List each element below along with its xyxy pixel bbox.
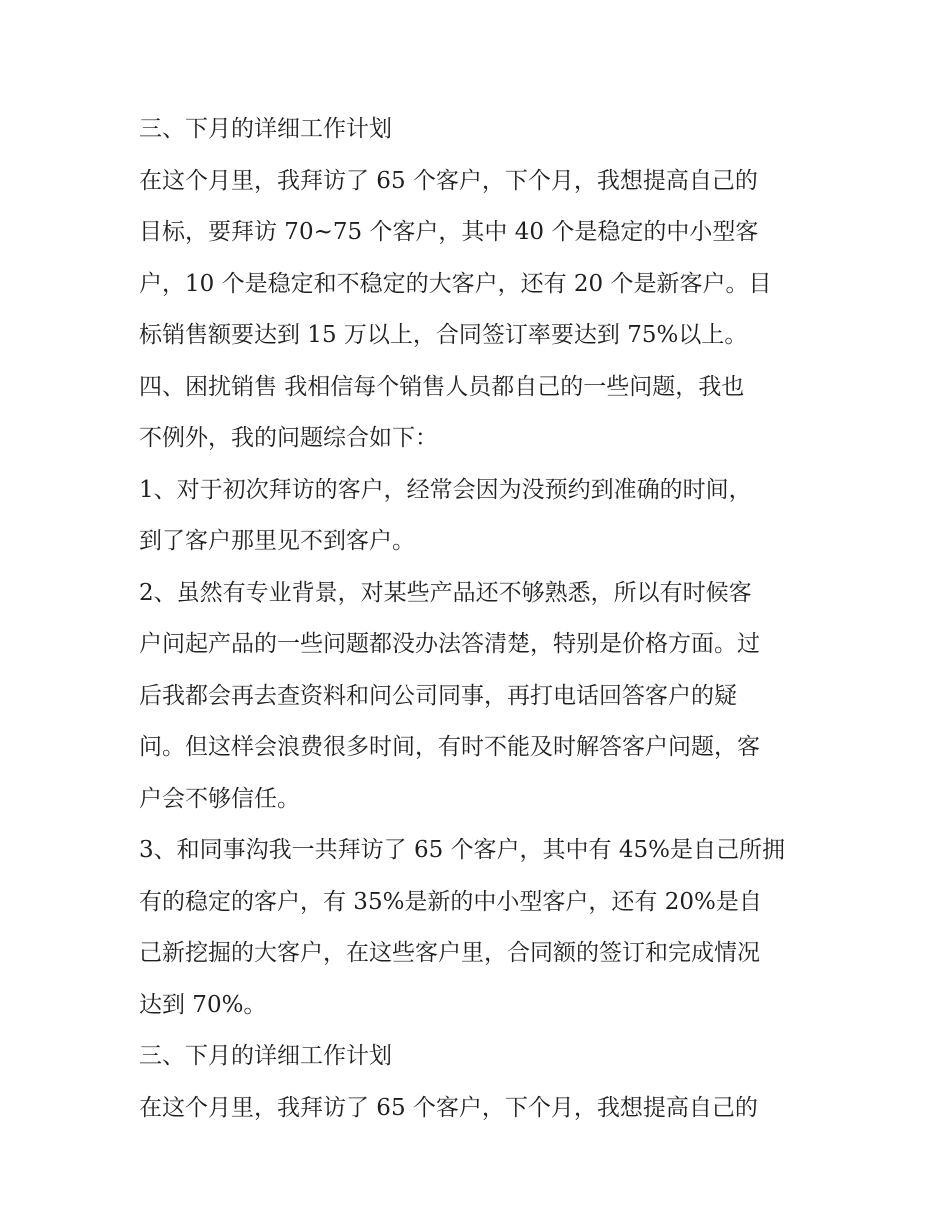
paragraph-line: 问。但这样会浪费很多时间，有时不能及时解答客户问题，客 <box>139 734 760 760</box>
list-item: 3、和同事沟我一共拜访了 65 个客户，其中有 45%是自己所拥 <box>139 837 785 863</box>
paragraph-line: 有的稳定的客户，有 35%是新的中小型客户，还有 20%是自 <box>139 888 762 915</box>
paragraph-line: 户会不够信任。 <box>139 785 300 812</box>
paragraph-line: 标销售额要达到 15 万以上，合同签订率要达到 75%以上。 <box>139 322 748 348</box>
document-body <box>139 104 819 1134</box>
section-heading: 四、困扰销售 我相信每个销售人员都自己的一些问题，我也 <box>139 373 745 400</box>
section-heading: 三、下月的详细工作计划 <box>139 116 392 142</box>
paragraph-line: 户问起产品的一些问题都没办法答清楚，特别是价格方面。过 <box>139 631 760 657</box>
paragraph-line: 在这个月里，我拜访了 65 个客户，下个月，我想提高自己的 <box>139 1094 758 1121</box>
section-heading: 三、下月的详细工作计划 <box>139 1043 392 1069</box>
paragraph-line: 己新挖掘的大客户，在这些客户里，合同额的签订和完成情况 <box>139 940 760 966</box>
paragraph-line: 后我都会再去查资料和问公司同事，再打电话回答客户的疑 <box>139 682 737 709</box>
list-item: 1、对于初次拜访的客户，经常会因为没预约到准确的时间， <box>139 476 752 503</box>
paragraph-line: 目标，要拜访 70~75 个客户，其中 40 个是稳定的中小型客 <box>139 219 759 245</box>
paragraph-line: 达到 70%。 <box>139 991 267 1018</box>
paragraph-line: 到了客户那里见不到客户。 <box>139 528 415 554</box>
paragraph-line: 不例外，我的问题综合如下： <box>139 425 438 451</box>
paragraph-line: 户，10 个是稳定和不稳定的大客户，还有 20 个是新客户。目 <box>139 270 772 297</box>
list-item: 2、虽然有专业背景，对某些产品还不够熟悉，所以有时候客 <box>139 579 752 606</box>
paragraph-line: 在这个月里，我拜访了 65 个客户，下个月，我想提高自己的 <box>139 167 758 194</box>
